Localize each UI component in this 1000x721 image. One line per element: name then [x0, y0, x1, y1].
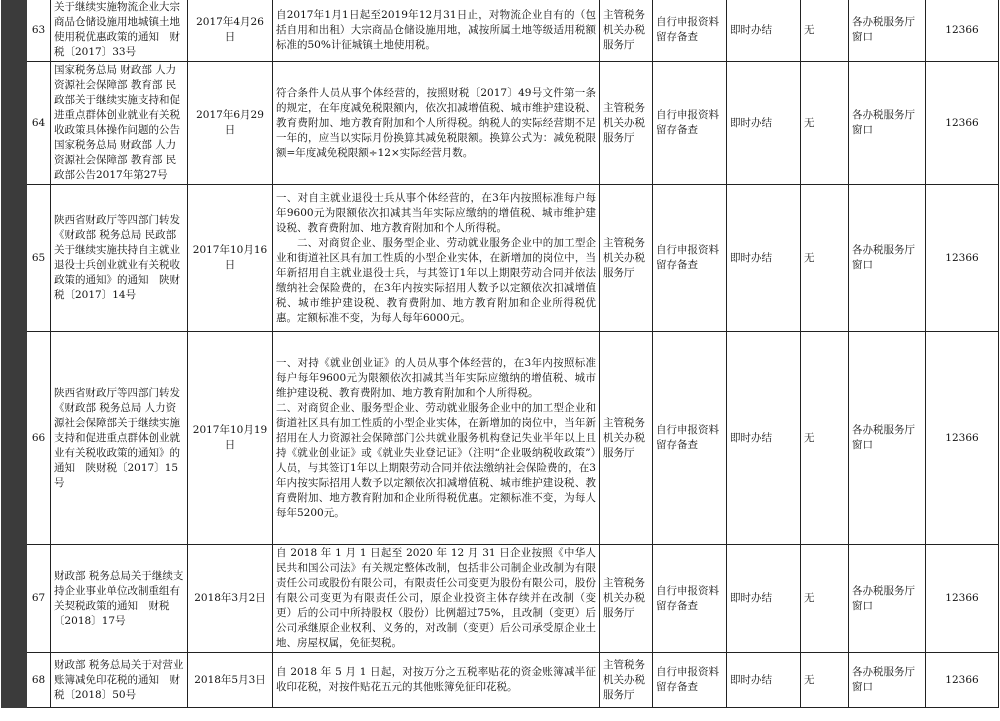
content-paragraph: 二、对商贸企业、服务型企业、劳动就业服务企业中的加工型企业和街道社区具有加工性质的小型企业实体，在新增加的岗位中，当年新招用自主就业退役士兵，与其签订1年以上期限劳动合同并依法缴纳社会保险费的，在3年内按实际招用人数予以定额依次扣减增值税、城市维护建设税、教育费附加、地方教育附加和企业所得税优惠。定额标准不变，为每人每年6000元。: [276, 236, 596, 324]
left-gutter: [2, 0, 27, 62]
policy-name: 陕西省财政厅等四部门转发《财政部 税务总局 人力资源社会保障部关于继续实施支持和促进重点群体创业就业有关税收政策的通知》的通知 陕财税〔2017〕15号: [51, 332, 188, 545]
handling-method: 自行申报资料留存备查: [653, 332, 727, 545]
issue-date: 2017年10月16日: [188, 185, 273, 332]
issue-date: 2017年10月19日: [188, 332, 273, 545]
left-gutter: [2, 185, 27, 332]
handling-time: 即时办结: [727, 653, 801, 708]
table-row: [2, 0, 999, 62]
policy-name: 陕西省财政厅等四部门转发《财政部 税务总局 民政部关于继续实施扶持自主就业退役士兵创业就业有关税收政策的通知》的通知 陕财税〔2017〕14号: [51, 185, 188, 332]
row-number: 64: [27, 62, 51, 185]
row-number: 68: [27, 653, 51, 708]
issue-date: 2017年6月29日: [188, 62, 273, 185]
left-gutter: [2, 62, 27, 185]
hotline: 12366: [926, 185, 999, 332]
tax-policy-table: [1, 0, 999, 708]
issue-date: 2017年4月26日: [188, 0, 273, 62]
policy-content: [273, 62, 600, 185]
handling-dept: 主管税务机关办税服务厅: [600, 545, 653, 653]
handling-place: 各办税服务厅窗口: [849, 653, 926, 708]
table-row: [2, 653, 999, 708]
handling-place: 各办税服务厅窗口: [849, 185, 926, 332]
hotline: 12366: [926, 62, 999, 185]
handling-time: 即时办结: [727, 62, 801, 185]
handling-method: 自行申报资料留存备查: [653, 185, 727, 332]
fee: 无: [801, 332, 849, 545]
policy-name: 财政部 税务总局关于对营业账簿减免印花税的通知 财税〔2018〕50号: [51, 653, 188, 708]
policy-name: 关于继续实施物流企业大宗商品仓储设施用地城镇土地使用税优惠政策的通知 财税〔2017〕33号: [51, 0, 188, 62]
handling-place: 各办税服务厅窗口: [849, 545, 926, 653]
fee: 无: [801, 0, 849, 62]
handling-time: 即时办结: [727, 545, 801, 653]
row-number: 63: [27, 0, 51, 62]
hotline: 12366: [926, 653, 999, 708]
table-row: [2, 185, 999, 332]
left-gutter: [2, 545, 27, 653]
policy-content: [273, 332, 600, 545]
hotline: 12366: [926, 0, 999, 62]
issue-date: 2018年5月3日: [188, 653, 273, 708]
policy-content: [273, 545, 600, 653]
handling-method: 自行申报资料留存备查: [653, 62, 727, 185]
handling-dept: 主管税务机关办税服务厅: [600, 62, 653, 185]
fee: 无: [801, 653, 849, 708]
handling-time: 即时办结: [727, 332, 801, 545]
table-row: [2, 62, 999, 185]
policy-name: 财政部 税务总局关于继续支持企业事业单位改制重组有关契税政策的通知 财税〔2018〕17号: [51, 545, 188, 653]
handling-method: 自行申报资料留存备查: [653, 545, 727, 653]
handling-dept: 主管税务机关办税服务厅: [600, 653, 653, 708]
content-paragraph: 一、对持《就业创业证》的人员从事个体经营的，在3年内按照标准每户每年9600元为限额依次扣减其当年实际应缴纳的增值税、城市维护建设税、教育费附加、地方教育附加和个人所得税。: [276, 356, 596, 399]
handling-place: 各办税服务厅窗口: [849, 0, 926, 62]
table-row: [2, 545, 999, 653]
content-paragraph: 自 2018 年 1 月 1 日起至 2020 年 12 月 31 日企业按照《中华人民共和国公司法》有关规定整体改制，包括非公司制企业改制为有限责任公司或股份有限公司，有限责任公司变更为股份有限公司，股份有限公司变更为有限责任公司，原企业投资主体存续并在改制（变更）后的公司中所持股权（股份）比例超过75%，且改制（变更）后公司承继原企业权利、义务的，对改制（变更）后公司承受原企业土地、房屋权属，免征契税。: [276, 547, 596, 649]
fee: 无: [801, 545, 849, 653]
row-number: 65: [27, 185, 51, 332]
issue-date: 2018年3月2日: [188, 545, 273, 653]
row-number: 67: [27, 545, 51, 653]
policy-name: 国家税务总局 财政部 人力资源社会保障部 教育部 民政部关于继续实施支持和促进重点群体创业就业有关税收政策具体操作问题的公告 国家税务总局 财政部 人力资源社会保障部 教育部 民政部公告2017年第27号: [51, 62, 188, 185]
policy-content: [273, 0, 600, 62]
table-row: [2, 332, 999, 545]
content-paragraph: 自2017年1月1日起至2019年12月31日止，对物流企业自有的（包括自用和出租）大宗商品仓储设施用地，减按所属土地等级适用税额标准的50%计征城镇土地使用税。: [276, 8, 596, 51]
handling-dept: 主管税务机关办税服务厅: [600, 185, 653, 332]
handling-dept: 主管税务机关办税服务厅: [600, 0, 653, 62]
fee: 无: [801, 185, 849, 332]
hotline: 12366: [926, 545, 999, 653]
content-paragraph: 一、对自主就业退役士兵从事个体经营的，在3年内按照标准每户每年9600元为限额依次扣减其当年实际应缴纳的增值税、城市维护建设税、教育费附加、地方教育附加和个人所得税。: [276, 191, 596, 234]
handling-method: 自行申报资料留存备查: [653, 0, 727, 62]
left-gutter: [2, 653, 27, 708]
policy-content: [273, 653, 600, 708]
handling-time: 即时办结: [727, 0, 801, 62]
handling-method: 自行申报资料留存备查: [653, 653, 727, 708]
hotline: 12366: [926, 332, 999, 545]
policy-content: [273, 185, 600, 332]
fee: 无: [801, 62, 849, 185]
handling-place: 各办税服务厅窗口: [849, 62, 926, 185]
left-gutter: [2, 332, 27, 545]
content-paragraph: 自 2018 年 5 月 1 日起，对按万分之五税率贴花的资金账簿减半征收印花税，对按件贴花五元的其他账簿免征印花税。: [276, 666, 596, 693]
handling-place: 各办税服务厅窗口: [849, 332, 926, 545]
handling-dept: 主管税务机关办税服务厅: [600, 332, 653, 545]
handling-time: 即时办结: [727, 185, 801, 332]
content-paragraph: 二、对商贸企业、服务型企业、劳动就业服务企业中的加工型企业和街道社区具有加工性质的小型企业实体，在新增加的岗位中，当年新招用在人力资源社会保障部门公共就业服务机构登记失业半年以上且持《就业创业证》或《就业失业登记证》（注明“企业吸纳税收政策”）人员，与其签订1年以上期限劳动合同并依法缴纳社会保险费的，在3年内按实际招用人数予以定额依次扣减增值税、城市维护建设税、教育费附加、地方教育附加和企业所得税优惠。定额标准不变，为每人每年5200元。: [276, 401, 596, 519]
row-number: 66: [27, 332, 51, 545]
content-paragraph: 符合条件人员从事个体经营的，按照财税〔2017〕49号文件第一条的规定，在年度减免税限额内，依次扣减增值税、城市维护建设税、教育费附加、地方教育附加和个人所得税。纳税人的实际经营期不足一年的，应当以实际月份换算其减免税限额。换算公式为：减免税限额=年度减免税限额÷12×实际经营月数。: [276, 86, 596, 159]
